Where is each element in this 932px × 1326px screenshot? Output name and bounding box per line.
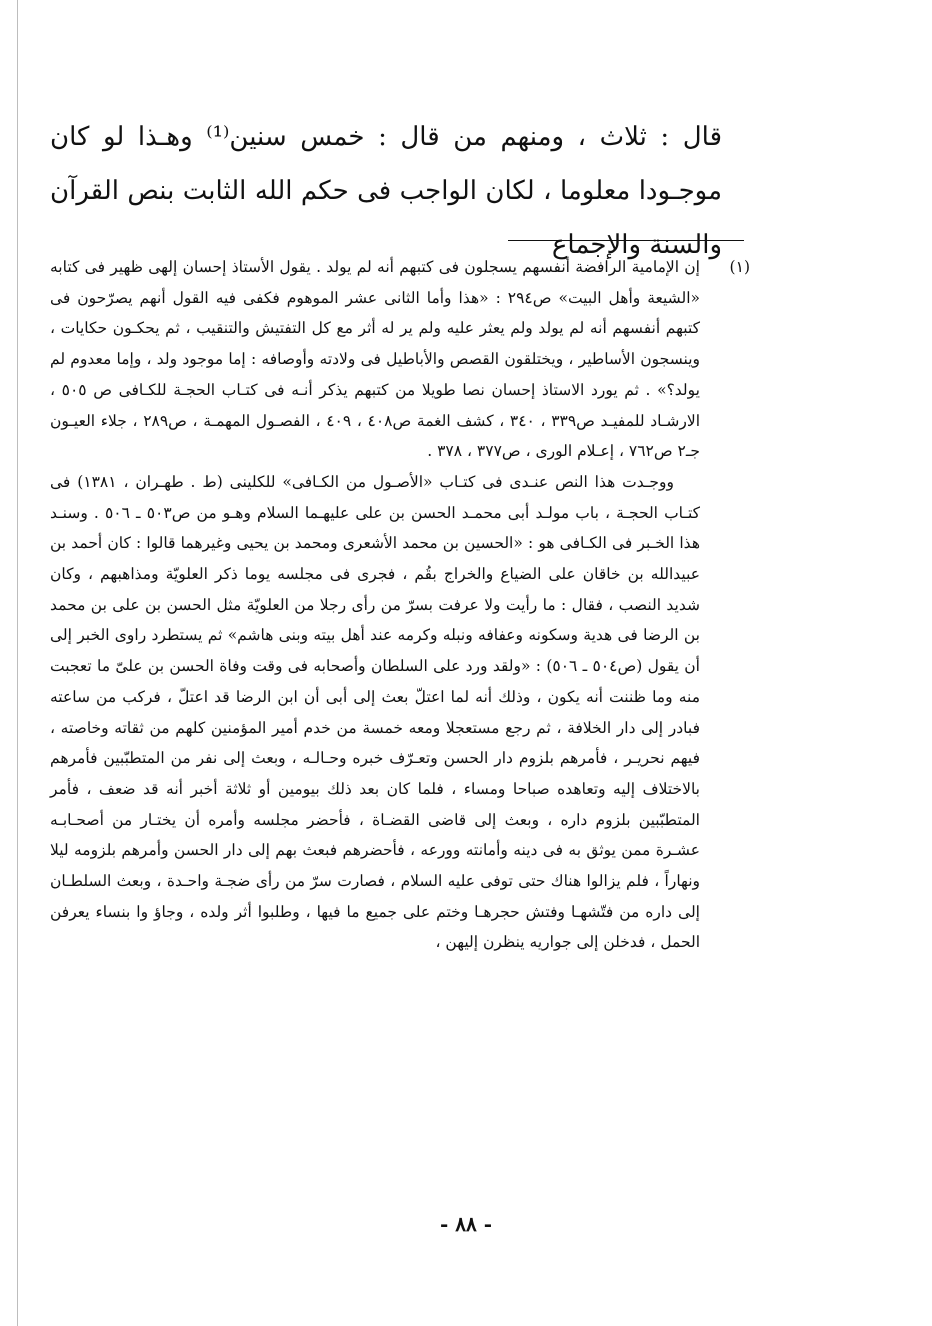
footnote-separator <box>508 240 744 241</box>
page-number: - ٨٨ - <box>439 1212 492 1236</box>
main-paragraph: قال : ثلاث ، ومنهم من قال : خمس سنين⁽¹⁾ وهـذا لو كان موجـودا معلوما ، لكان الواجب فى حكم الله الثابت بنص القرآن والسنة والإجماع <box>50 122 722 260</box>
footnotes-block <box>50 252 750 958</box>
page-edge-line <box>17 0 18 1326</box>
footnote-number: (١) <box>729 258 750 276</box>
footnote-1 <box>50 252 750 958</box>
footnote-paragraph-2: ووجـدت هذا النص عنـدى فى كتـاب «الأصـول من الكـافى» للكلينى (ط . طهـران ، ١٣٨١) فى كتـاب الحجـة ، باب مولـد أبى محمـد الحسن بن على عليهـما السلام وهـو من ص٥٠٣ ـ ٥٠٦ . وسنـد هذا الخـبر فى الكـافى هو : «الحسين بن محمد الأشعرى ومحمد بن يحيى وغيرهما قالوا : كان أحمد بن عبيدالله بن خاقان على الضياع والخراج بقُم ، فجرى فى مجلسه يوما ذكر العلويّة ومذاهبهم ، وكان شديد النصب ، فقال : ما رأيت ولا عرفت بسرّ من رأى رجلا من العلويّة مثل الحسن بن على بن محمد بن الرضا فى هدية وسكونه وعفافه ونبله وكرمه عند أهل بيته وبنى هاشم» ثم يستطرد راوى الخبر إلى أن يقول (ص٥٠٤ ـ ٥٠٦) : «ولقد ورد على السلطان وأصحابه فى وقت وفاة الحسن بن علىّ ما تعجبت منه وما ظننت أنه يكون ، وذلك أنه لما اعتلّ بعث إلى أبى أن ابن الرضا قد اعتلّ ، فركب من ساعته فبادر إلى دار الخلافة ، ثم رجع مستعجلا ومعه خمسة من خدم أمير المؤمنين كلهم من ثقاته وخاصته ، فيهم نحريـر ، فأمرهم بلزوم دار الحسن وتعـرّف خبره وحـالـه ، وبعث إلى نفر من المتطبّبين فأمرهم بالاختلاف إليه وتعاهده صباحا ومساء ، فلما كان بعد ذلك بيومين أو ثلاثة أخبر أنه قد ضعف ، فأمر المتطبّبين بلزوم داره ، وبعث إلى قاضى القضـاة ، فأحضر مجلسه وأمره أن يختـار من أصحـابـه عشـرة ممن يوثق به فى دينه وأمانته وورعه ، فأحضرهم فبعث بهم إلى دار الحسن وأمرهم بلزومه ليلا ونهاراً ، فلم يزالوا هناك حتى توفى عليه السلام ، فصارت سرّ من رأى ضجـة واحـدة ، وبعث السلطـان إلى داره من فتّشهـا وفتش حجرهـا وختم على جميع ما فيها ، وطلبوا أثر ولده ، وجاؤ وا بنساء يعرفن الحمل ، فدخلن إلى جواريه ينظرن إليهن ، <box>50 472 700 952</box>
main-text-block <box>50 110 722 272</box>
footnote-paragraph-1: إن الإمامية الرافضة أنفسهم يسجلون فى كتبهم أنه لم يولد . يقول الأستاذ إحسان إلهى ظهير فى كتابه «الشيعة وأهل البيت» ص٢٩٤ : «هذا وأما الثانى عشر الموهوم فكفى فيه القول أنهم يصرّحون فى كتبهم أنفسهم أنه لم يولد ولم يعثر عليه ولم ير له أثر مع كل التفتيش والتنقيب ، ثم يحكـون حكايات ، وينسجون الأساطير ، ويختلقون القصص والأباطيل فى ولادته وأوصافه : إما موجود ولد ، وإما معدوم لم يولد؟» . ثم يورد الاستاذ إحسان نصا طويلا من كتبهم يذكر أنـه فى كتـاب الحجـة للكـافى ص ٥٠٥ ، الارشـاد للمفيـد ص٣٣٩ ، ٣٤٠ ، كشف الغمة ص٤٠٨ ، ٤٠٩ ، الفصـول المهمـة ، ص٢٨٩ ، جلاء العيـون جـ٢ ص٧٦٢ ، إعـلام الورى ، ص٣٧٧ ، ٣٧٨ . <box>50 258 701 461</box>
